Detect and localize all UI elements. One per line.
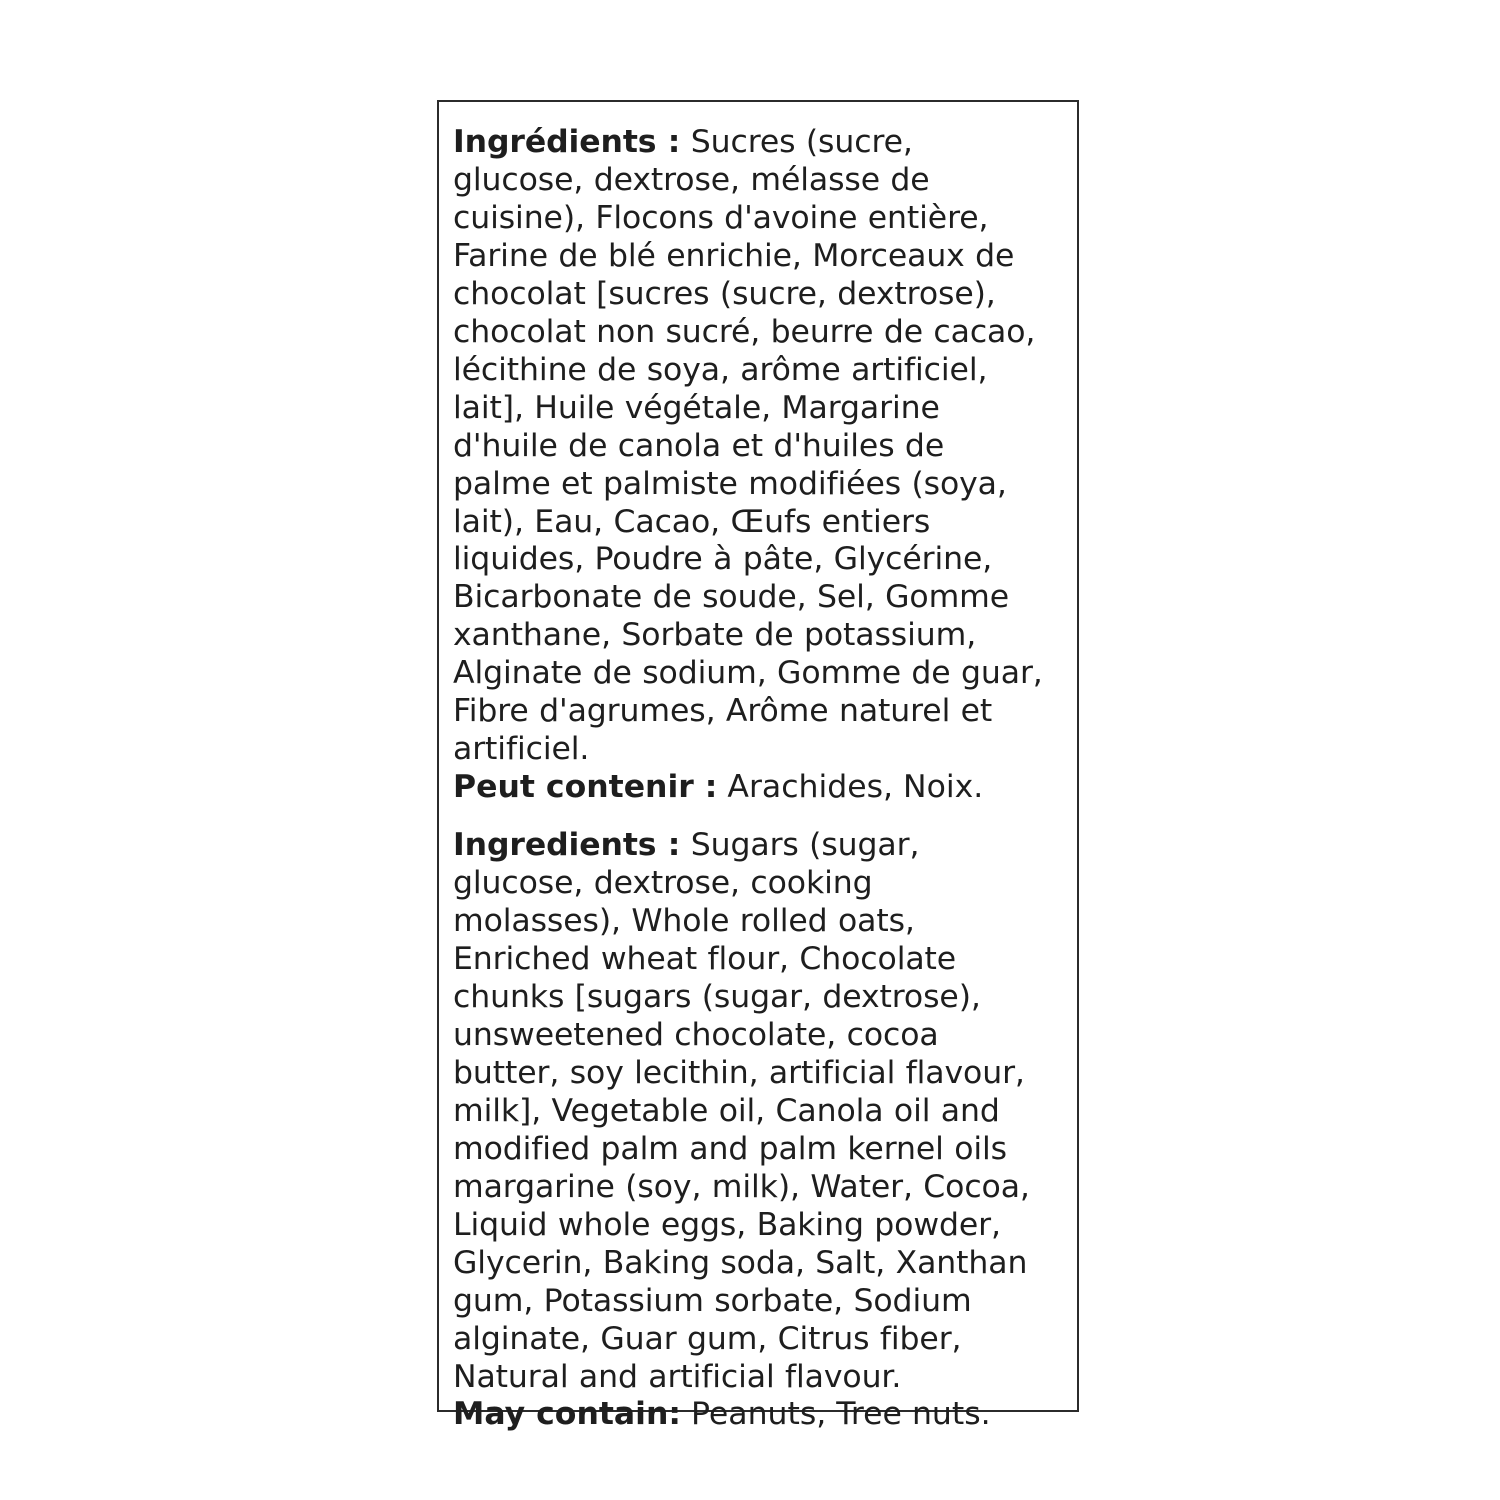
french-allergen-heading: Peut contenir : bbox=[453, 769, 718, 806]
french-ingredients-block bbox=[453, 124, 1049, 807]
english-ingredients-paragraph bbox=[453, 827, 1049, 1396]
french-allergen-statement bbox=[453, 769, 1049, 807]
ingredients-label-panel bbox=[437, 100, 1079, 1433]
english-ingredients-text: Sugars (sugar, glucose, dextrose, cooking molasses), Whole rolled oats, Enriched wheat flour, Chocolate chunks [sugars (sugar, dextrose), unsweetened chocolate, cocoa butter, soy lecithin, artificial flavour, milk], Vegetable oil, Canola oil and modified palm and palm kernel oils margarine (soy, milk), Water, Cocoa, Liquid whole eggs, Baking powder, Glycerin, Baking soda, Salt, Xanthan gum, Potassium sorbate, Sodium alginate, Guar gum, Citrus fiber, Natural and artificial flavour. bbox=[453, 827, 1030, 1395]
french-ingredients-text: Sucres (sucre, glucose, dextrose, mélasse de cuisine), Flocons d'avoine entière, Farine de blé enrichie, Morceaux de chocolat [sucres (sucre, dextrose), chocolat non sucré, beurre de cacao, lécithine de soya, arôme artificiel, lait], Huile végétale, Margarine d'huile de canola et d'huiles de palme et palmiste modifiées (soya, lait), Eau, Cacao, Œufs entiers liquides, Poudre à pâte, Glycérine, Bicarbonate de soude, Sel, Gomme xanthane, Sorbate de potassium, Alginate de sodium, Gomme de guar, Fibre d'agrumes, Arôme naturel et artificiel. bbox=[453, 124, 1043, 768]
english-ingredients-block bbox=[453, 827, 1049, 1434]
english-allergen-text: Peanuts, Tree nuts. bbox=[681, 1396, 991, 1433]
english-ingredients-heading: Ingredients : bbox=[453, 827, 681, 864]
english-allergen-heading: May contain: bbox=[453, 1396, 682, 1433]
french-allergen-text: Arachides, Noix. bbox=[717, 769, 984, 806]
french-ingredients-heading: Ingrédients : bbox=[453, 124, 681, 160]
english-allergen-statement bbox=[453, 1396, 1049, 1434]
french-ingredients-paragraph bbox=[453, 124, 1049, 769]
